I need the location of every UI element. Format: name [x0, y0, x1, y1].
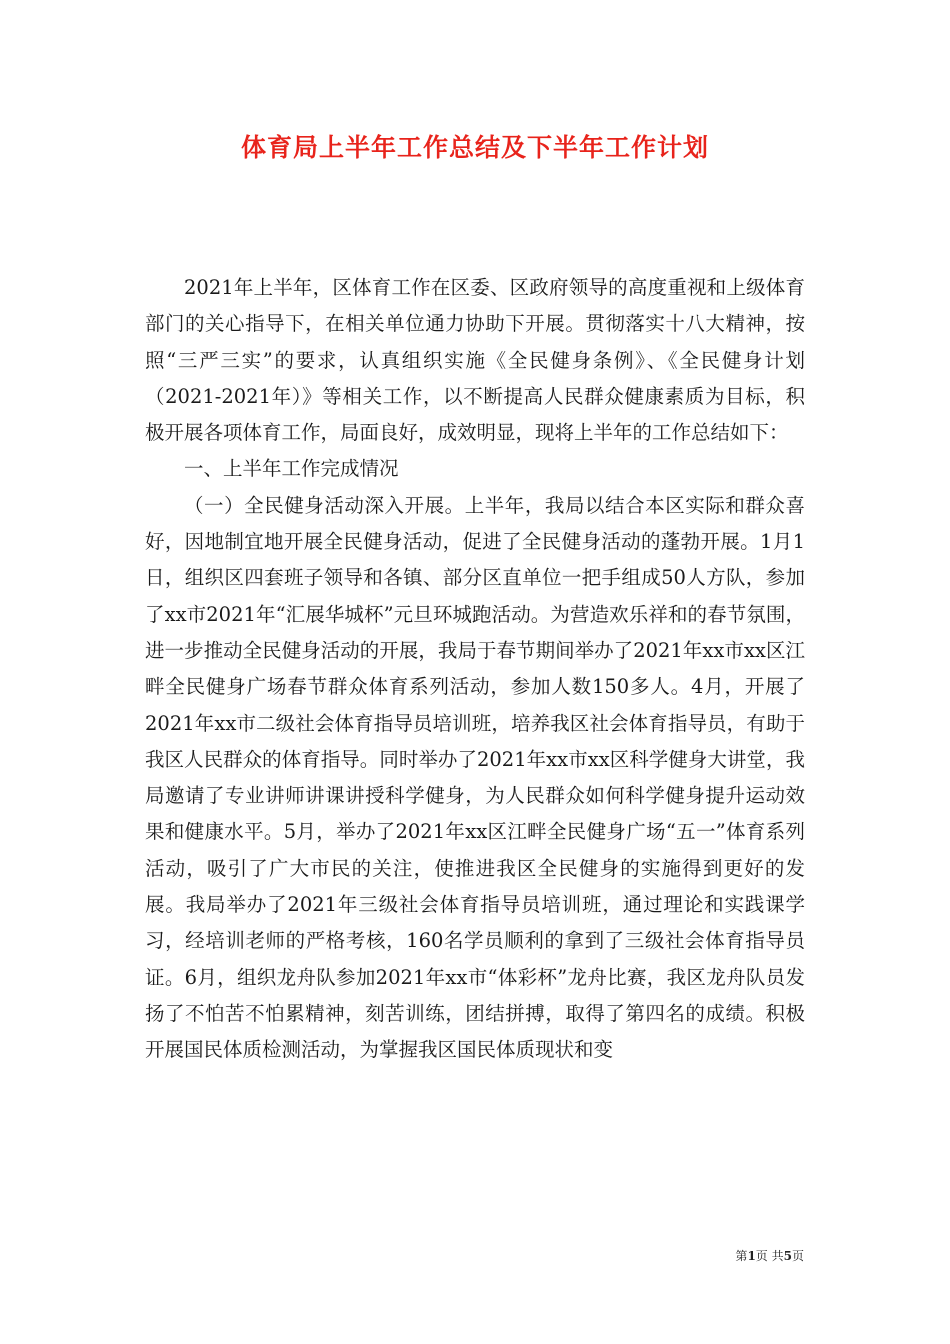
intro-paragraph: 2021年上半年，区体育工作在区委、区政府领导的高度重视和上级体育部门的关心指导下，在相关单位通力协助下开展。贯彻落实十八大精神，按照“三严三实”的要求，认真组织实施《全民健身条例》、《全民健身计划（2021-2021年）》等相关工作，以不断提高人民群众健康素质为目标，积极开展各项体育工作，局面良好，成效明显，现将上半年的工作总结如下：: [145, 276, 805, 445]
footer-prefix: 第: [735, 1249, 748, 1263]
document-title: 体育局上半年工作总结及下半年工作计划: [240, 133, 709, 162]
body-paragraph: （一）全民健身活动深入开展。上半年，我局以结合本区实际和群众喜好，因地制宜地开展全民健身活动，促进了全民健身活动的蓬勃开展。1月1日，组织区四套班子领导和各镇、部分区直单位一把手组成50人方队，参加了xx市2021年“汇展华城杯”元旦环城跑活动。为营造欢乐祥和的春节氛围，进一步推动全民健身活动的开展，我局于春节期间举办了2021年xx市xx区江畔全民健身广场春节群众体育系列活动，参加人数150多人。4月，开展了2021年xx市二级社会体育指导员培训班，培养我区社会体育指导员，有助于我区人民群众的体育指导。同时举办了2021年xx市xx区科学健身大讲堂，我局邀请了专业讲师讲课讲授科学健身，为人民群众如何科学健身提升运动效果和健康水平。5月，举办了2021年xx区江畔全民健身广场“五一”体育系列活动，吸引了广大市民的关注，使推进我区全民健身的实施得到更好的发展。我局举办了2021年三级社会体育指导员培训班，通过理论和实践课学习，经培训老师的严格考核，160名学员顺利的拿到了三级社会体育指导员证。6月，组织龙舟队参加2021年xx市“体彩杯”龙舟比赛，我区龙舟队员发扬了不怕苦不怕累精神，刻苦训练，团结拼搏，取得了第四名的成绩。积极开展国民体质检测活动，为掌握我区国民体质现状和变: [145, 493, 805, 1062]
footer-middle: 页 共: [755, 1249, 784, 1263]
footer-total-pages: 5: [783, 1249, 792, 1263]
page-number-footer: [735, 1247, 804, 1264]
section-heading: 一、上半年工作完成情况: [184, 457, 399, 481]
footer-current-page: 1: [747, 1249, 756, 1263]
footer-suffix: 页: [791, 1249, 804, 1263]
document-body: [145, 270, 805, 1069]
